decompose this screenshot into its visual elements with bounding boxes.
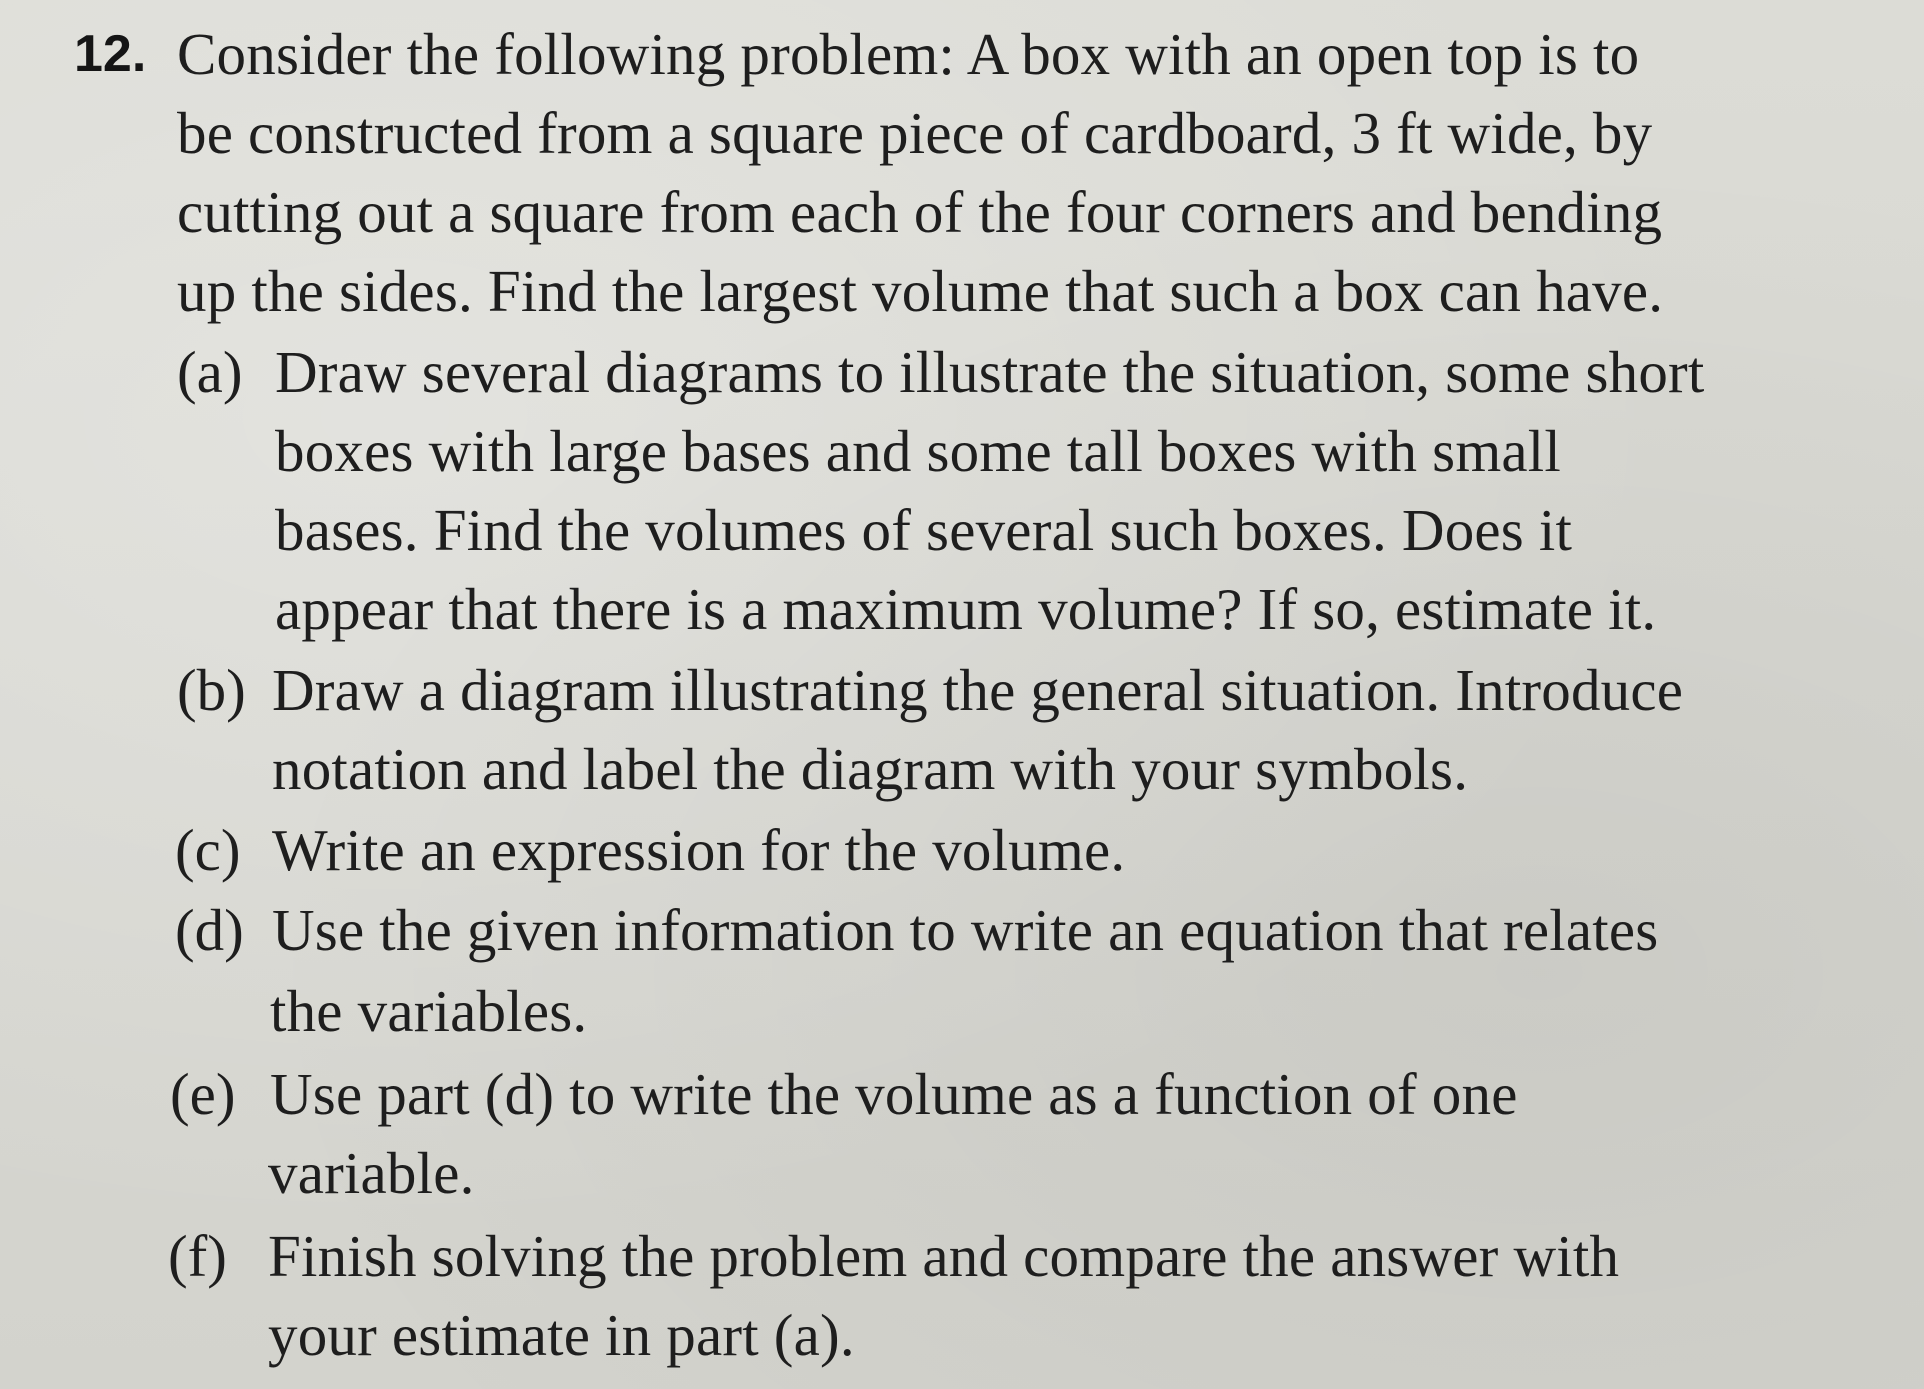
part-d-label: (d) xyxy=(175,897,244,963)
part-a-line: appear that there is a maximum volume? If so, estimate it. xyxy=(275,576,1657,642)
part-b-label: (b) xyxy=(177,657,246,723)
problem-line: be constructed from a square piece of cardboard, 3 ft wide, by xyxy=(177,100,1653,166)
part-d-line: the variables. xyxy=(270,978,588,1044)
part-a-line: bases. Find the volumes of several such boxes. Does it xyxy=(275,497,1573,563)
part-f-label: (f) xyxy=(168,1223,227,1289)
part-c-line: Write an expression for the volume. xyxy=(272,817,1126,883)
part-e-label: (e) xyxy=(170,1061,236,1127)
problem-line: Consider the following problem: A box with an open top is to xyxy=(177,21,1640,87)
part-e-line: Use part (d) to write the volume as a function of one xyxy=(270,1061,1518,1127)
part-f-line: Finish solving the problem and compare the answer with xyxy=(268,1223,1620,1289)
part-a-line: boxes with large bases and some tall boxes with small xyxy=(275,418,1561,484)
part-b-line: Draw a diagram illustrating the general situation. Introduce xyxy=(272,657,1684,723)
part-c-label: (c) xyxy=(175,817,241,883)
part-d-line: Use the given information to write an equation that relates xyxy=(272,897,1659,963)
problem-line: up the sides. Find the largest volume that such a box can have. xyxy=(177,258,1664,324)
problem-number: 12. xyxy=(74,25,147,83)
part-b-line: notation and label the diagram with your symbols. xyxy=(272,736,1469,802)
part-a-label: (a) xyxy=(177,339,243,405)
part-e-line: variable. xyxy=(268,1140,475,1206)
problem-line: cutting out a square from each of the four corners and bending xyxy=(177,179,1663,245)
part-f-line: your estimate in part (a). xyxy=(268,1302,855,1368)
part-a-line: Draw several diagrams to illustrate the situation, some short xyxy=(275,339,1705,405)
